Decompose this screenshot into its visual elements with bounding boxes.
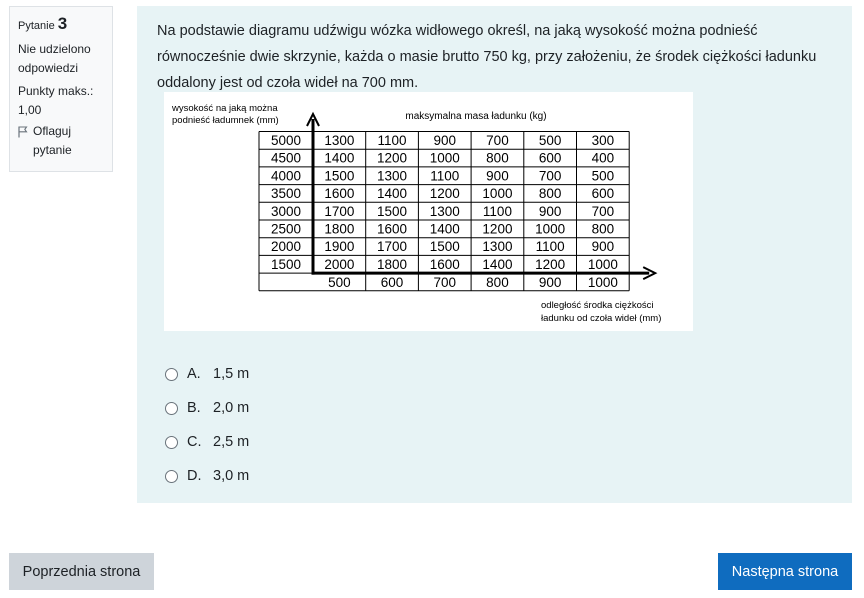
distance-label: 500 xyxy=(328,274,351,290)
capacity-cell: 1400 xyxy=(482,256,513,272)
x-axis-label-2: ładunku od czoła wideł (mm) xyxy=(541,313,662,324)
capacity-cell: 800 xyxy=(486,150,509,166)
distance-label: 700 xyxy=(433,274,457,290)
capacity-cell: 1400 xyxy=(377,186,408,202)
capacity-cell: 1800 xyxy=(324,221,355,237)
capacity-cell: 900 xyxy=(591,239,615,255)
question-max-points: Punkty maks.: 1,00 xyxy=(18,84,94,117)
x-axis-label: odległość środka ciężkości xyxy=(541,300,654,311)
capacity-cell: 700 xyxy=(538,168,562,184)
capacity-cell: 1100 xyxy=(430,168,460,184)
height-label: 2500 xyxy=(270,221,302,237)
capacity-cell: 1100 xyxy=(535,239,565,255)
y-axis-label-2: podnieść ładumnek (mm) xyxy=(172,115,279,126)
height-label: 4000 xyxy=(270,168,302,184)
capacity-cell: 500 xyxy=(591,168,615,184)
answer-option-a[interactable]: A. 1,5 m xyxy=(165,357,249,391)
previous-page-button[interactable]: Poprzednia strona xyxy=(9,553,154,590)
answer-option-c[interactable]: C. 2,5 m xyxy=(165,425,249,459)
question-text: Na podstawie diagramu udźwigu wózka widłowego określ, na jaką wysokość można podnieść równocześnie dwie skrzynie, każda o masie brutto 750 kg, przy założeniu, że środek ciężkości ładunku oddalony jest od czoła wideł na 700 mm. xyxy=(157,23,817,91)
distance-label: 800 xyxy=(486,274,509,290)
height-label: 5000 xyxy=(270,133,302,148)
capacity-cell: 1300 xyxy=(377,168,408,184)
capacity-cell: 1900 xyxy=(324,239,355,255)
capacity-cell: 1700 xyxy=(377,239,408,255)
capacity-cell: 1300 xyxy=(429,203,460,219)
radio-button[interactable] xyxy=(165,470,178,483)
question-number-value: 3 xyxy=(57,14,68,33)
height-label: 2000 xyxy=(270,239,302,255)
radio-button[interactable] xyxy=(165,436,178,449)
capacity-cell: 1800 xyxy=(377,256,408,272)
distance-label: 1000 xyxy=(587,274,618,290)
height-label: 3000 xyxy=(270,203,302,219)
capacity-cell: 1700 xyxy=(324,203,355,219)
height-label: 3500 xyxy=(270,186,302,202)
capacity-cell: 1500 xyxy=(377,203,408,219)
capacity-cell: 1400 xyxy=(429,221,460,237)
capacity-cell: 1500 xyxy=(324,168,355,184)
radio-button[interactable] xyxy=(165,368,178,381)
capacity-cell: 400 xyxy=(591,150,615,166)
capacity-cell: 500 xyxy=(538,133,562,148)
height-label: 1500 xyxy=(270,256,302,272)
capacity-cell: 900 xyxy=(538,203,562,219)
capacity-cell: 1100 xyxy=(377,133,407,148)
capacity-cell: 700 xyxy=(486,133,509,148)
question-content xyxy=(137,6,852,503)
capacity-cell: 1200 xyxy=(429,186,460,202)
question-status: Nie udzielono odpowiedzi xyxy=(18,42,91,75)
distance-label: 600 xyxy=(380,274,404,290)
capacity-cell: 1200 xyxy=(377,150,408,166)
capacity-cell: 2000 xyxy=(324,256,355,272)
capacity-cell: 800 xyxy=(538,186,562,202)
capacity-cell: 900 xyxy=(433,133,457,148)
next-page-button[interactable]: Następna strona xyxy=(718,553,852,590)
capacity-cell: 1300 xyxy=(324,133,355,148)
capacity-cell: 1500 xyxy=(429,239,460,255)
capacity-cell: 1200 xyxy=(482,221,513,237)
capacity-cell: 1600 xyxy=(324,186,355,202)
distance-label: 900 xyxy=(538,274,562,290)
capacity-cell: 900 xyxy=(486,168,509,184)
capacity-cell: 600 xyxy=(591,186,615,202)
y-axis-label: wysokość na jaką można xyxy=(172,103,278,114)
capacity-cell: 1000 xyxy=(482,186,513,202)
answer-options xyxy=(165,357,249,493)
capacity-cell: 1200 xyxy=(535,256,566,272)
capacity-cell: 600 xyxy=(538,150,562,166)
forklift-capacity-diagram xyxy=(164,92,693,331)
flag-question-link[interactable]: Oflaguj pytanie xyxy=(18,122,104,160)
capacity-cell: 1000 xyxy=(535,221,566,237)
top-label: maksymalna masa ładunku (kg) xyxy=(405,111,547,122)
question-info-box xyxy=(9,6,113,172)
question-number: Pytanie 3 xyxy=(18,14,68,33)
answer-option-b[interactable]: B. 2,0 m xyxy=(165,391,249,425)
capacity-cell: 1100 xyxy=(482,203,512,219)
capacity-cell: 1600 xyxy=(429,256,460,272)
capacity-cell: 1300 xyxy=(482,239,513,255)
capacity-cell: 1400 xyxy=(324,150,355,166)
capacity-cell: 1600 xyxy=(377,221,408,237)
capacity-cell: 1000 xyxy=(587,256,618,272)
capacity-cell: 800 xyxy=(591,221,615,237)
capacity-cell: 1000 xyxy=(429,150,460,166)
flag-icon xyxy=(18,126,28,138)
radio-button[interactable] xyxy=(165,402,178,415)
height-label: 4500 xyxy=(270,150,302,166)
capacity-cell: 700 xyxy=(591,203,615,219)
capacity-cell: 300 xyxy=(591,133,615,148)
answer-option-d[interactable]: D. 3,0 m xyxy=(165,459,249,493)
